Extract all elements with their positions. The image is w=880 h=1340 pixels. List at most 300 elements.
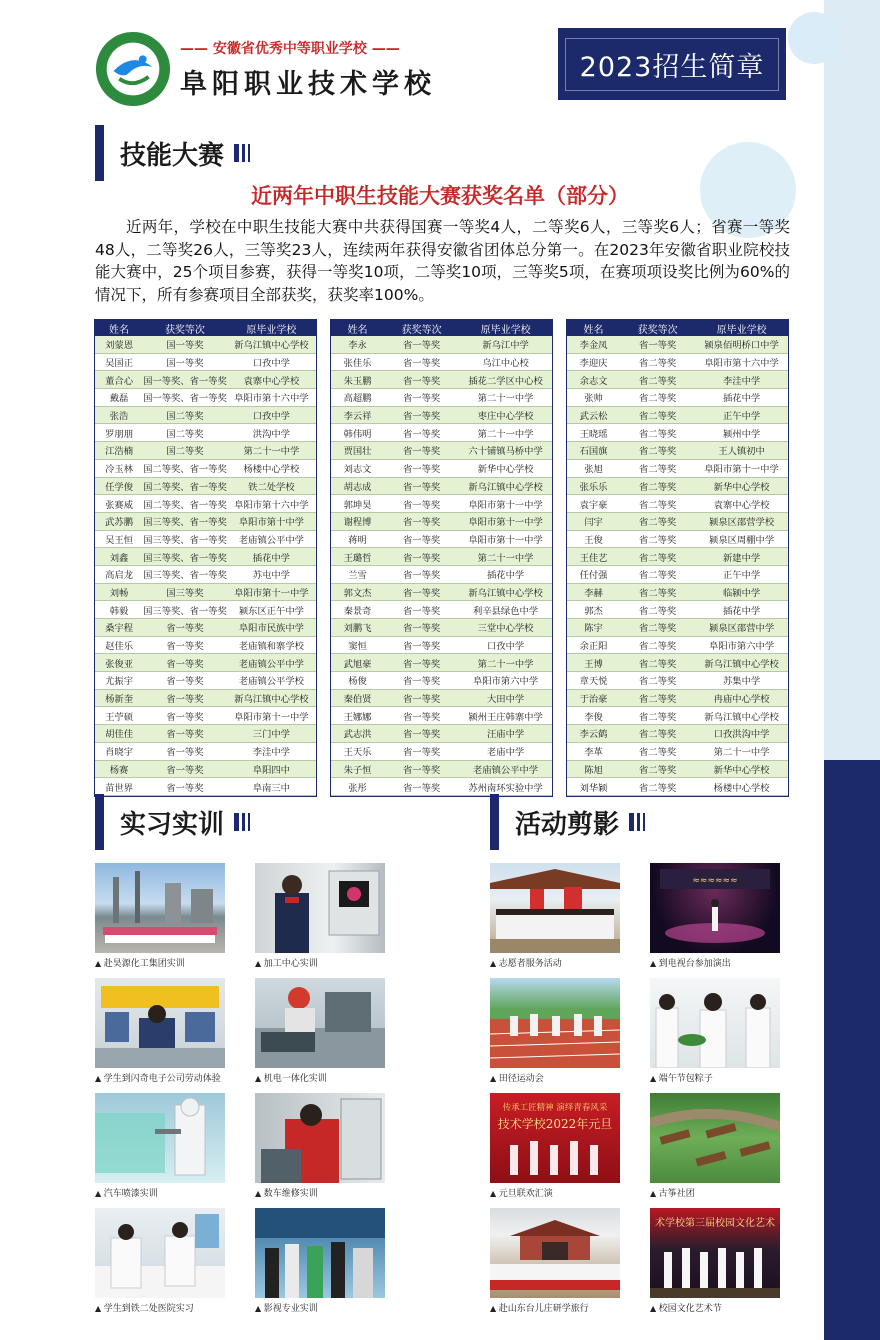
award-level: 省一等奖: [384, 424, 459, 442]
former-school: 颍泉区邵营中学: [695, 619, 788, 637]
former-school: 老庙镇公平学校: [227, 672, 316, 690]
column-header: 原毕业学校: [459, 320, 552, 336]
winner-name: 王博: [567, 654, 620, 672]
table-row: [95, 654, 316, 672]
winner-name: 朱玉鹏: [331, 371, 384, 389]
table-row: [95, 459, 316, 477]
caption-spray-painting: ▲ 汽车喷漆实训: [95, 1186, 158, 1199]
former-school: 老庙镇和寨学校: [227, 636, 316, 654]
award-level: 省二等奖: [620, 406, 695, 424]
school-logo: [94, 30, 172, 108]
photo-hospital: [95, 1208, 225, 1298]
award-level: 省一等奖: [384, 742, 459, 760]
photo-spray-painting: [95, 1093, 225, 1183]
table-row: [331, 760, 552, 778]
former-school: 苏屯中学: [227, 565, 316, 583]
award-level: 省二等奖: [620, 565, 695, 583]
award-level: 省一等奖: [384, 530, 459, 548]
photo-mechatronics-lab: [255, 978, 385, 1068]
table-row: [331, 565, 552, 583]
award-level: 省一等奖: [384, 389, 459, 407]
caption-art-festival: ▲ 校园文化艺术节: [650, 1301, 722, 1314]
admission-badge: 2023招生简章: [558, 28, 786, 100]
former-school: 阜阳市第十六中学: [695, 353, 788, 371]
table-row: [95, 336, 316, 353]
former-school: 正午中学: [695, 406, 788, 424]
award-level: 省二等奖: [620, 583, 695, 601]
table-row: [331, 672, 552, 690]
winner-name: 张乐乐: [567, 477, 620, 495]
award-level: 国二等奖: [143, 424, 227, 442]
caption-machining-center: ▲ 加工中心实训: [255, 956, 318, 969]
table-row: [567, 424, 788, 442]
winner-name: 刘华颖: [567, 778, 620, 796]
former-school: 老庙镇公平中学: [227, 654, 316, 672]
former-school: 阜阳市第十一中学: [695, 459, 788, 477]
winner-name: 尤振宇: [95, 672, 143, 690]
winner-name: 余志文: [567, 371, 620, 389]
award-level: 省二等奖: [620, 353, 695, 371]
former-school: 阜阳市第十中学: [227, 512, 316, 530]
table-row: [331, 707, 552, 725]
former-school: 临颍中学: [695, 583, 788, 601]
winner-name: 章天悦: [567, 672, 620, 690]
former-school: 阜阳市第六中学: [459, 672, 552, 690]
award-level: 省一等奖: [384, 565, 459, 583]
former-school: 插花中学: [459, 565, 552, 583]
winner-name: 李迎庆: [567, 353, 620, 371]
award-level: 省二等奖: [620, 389, 695, 407]
table-row: [567, 459, 788, 477]
award-level: 省二等奖: [620, 742, 695, 760]
award-level: 省二等奖: [620, 477, 695, 495]
winner-name: 张赛威: [95, 495, 143, 513]
former-school: 阜阳市第十六中学: [227, 389, 316, 407]
table-row: [331, 619, 552, 637]
winner-name: 李云鹤: [567, 725, 620, 743]
winner-name: 韩伟明: [331, 424, 384, 442]
winner-name: 杨俊: [331, 672, 384, 690]
caption-volunteers: ▲ 志愿者服务活动: [490, 956, 562, 969]
award-level: 省二等奖: [620, 636, 695, 654]
award-level: 省二等奖: [620, 495, 695, 513]
winner-name: 杨赛: [95, 760, 143, 778]
award-level: 国一等奖、省一等奖: [143, 371, 227, 389]
winner-name: 江浩楠: [95, 442, 143, 460]
former-school: 阜阳市第十一中学: [227, 707, 316, 725]
winner-name: 张帅: [567, 389, 620, 407]
table-row: [95, 353, 316, 371]
winner-name: 王苧硕: [95, 707, 143, 725]
award-level: 省一等奖: [384, 477, 459, 495]
table-row: [331, 689, 552, 707]
winner-name: 于治豪: [567, 689, 620, 707]
winner-name: 武苏鹏: [95, 512, 143, 530]
former-school: 正午中学: [695, 565, 788, 583]
former-school: 插花二学区中心校: [459, 371, 552, 389]
winner-name: 罗朋朋: [95, 424, 143, 442]
winner-name: 贾国壮: [331, 442, 384, 460]
former-school: 李洼中学: [695, 371, 788, 389]
award-level: 省二等奖: [620, 707, 695, 725]
winner-name: 武旭豪: [331, 654, 384, 672]
table-row: [331, 371, 552, 389]
gala-banner-line1: 传承工匠精神 演绎青春风采: [502, 1103, 608, 1113]
table-row: [567, 565, 788, 583]
winner-name: 肖晓宇: [95, 742, 143, 760]
winner-name: 王天乐: [331, 742, 384, 760]
former-school: 颍州王庄韩寨中学: [459, 707, 552, 725]
table-row: [567, 389, 788, 407]
table-row: [331, 742, 552, 760]
table-row: [95, 424, 316, 442]
skills-intro-paragraph: 近两年，学校在中职生技能大赛中共获得国赛一等奖4人，二等奖6人，三等奖6人；省赛一等奖48人，二等奖26人，三等奖23人，连续两年获得安徽省团体总分第一。在2023年安徽省职业院校技能大赛中，25个项目参赛，获得一等奖10项，二等奖10项，三等奖5项，在赛项项设奖比例为60%的情况下，所有参赛项目全部获奖，获奖率100%。: [95, 218, 790, 304]
winner-name: 李革: [567, 742, 620, 760]
award-level: 省一等奖: [384, 353, 459, 371]
award-level: 省一等奖: [143, 636, 227, 654]
award-level: 省二等奖: [620, 371, 695, 389]
award-level: 省二等奖: [620, 760, 695, 778]
caption-chemical-plant: ▲ 赴昊源化工集团实训: [95, 956, 185, 969]
former-school: 李洼中学: [227, 742, 316, 760]
former-school: 颍泉区周棚中学: [695, 530, 788, 548]
winner-name: 陈宇: [567, 619, 620, 637]
winner-name: 李赫: [567, 583, 620, 601]
former-school: 第二十一中学: [227, 442, 316, 460]
award-level: 省一等奖: [143, 689, 227, 707]
table-row: [567, 512, 788, 530]
table-row: [567, 530, 788, 548]
former-school: 大田中学: [459, 689, 552, 707]
former-school: 口孜中学: [459, 636, 552, 654]
winner-name: 王俊: [567, 530, 620, 548]
winner-name: 苗世界: [95, 778, 143, 796]
award-level: 国三等奖、省一等奖: [143, 548, 227, 566]
table-row: [331, 512, 552, 530]
former-school: 三堂中心学校: [459, 619, 552, 637]
award-level: 国二等奖、省一等奖: [143, 495, 227, 513]
former-school: 新华中心学校: [695, 760, 788, 778]
table-row: [331, 778, 552, 796]
table-row: [331, 459, 552, 477]
internship-section-heading: 实习实训: [95, 794, 250, 850]
award-level: 省一等奖: [384, 371, 459, 389]
winner-name: 李俊: [567, 707, 620, 725]
award-level: 省二等奖: [620, 654, 695, 672]
winner-name: 刘鹏飞: [331, 619, 384, 637]
winner-name: 胡志成: [331, 477, 384, 495]
winner-name: 张旭: [567, 459, 620, 477]
photo-tv-stage: [650, 863, 780, 953]
award-level: 省一等奖: [384, 336, 459, 353]
award-level: 国二等奖、省一等奖: [143, 459, 227, 477]
winner-name: 秦景奇: [331, 601, 384, 619]
table-row: [331, 442, 552, 460]
former-school: 颍东区正午中学: [227, 601, 316, 619]
table-row: [331, 424, 552, 442]
winner-name: 王娜娜: [331, 707, 384, 725]
award-level: 省二等奖: [620, 619, 695, 637]
former-school: 阜阳市第十一中学: [459, 495, 552, 513]
table-row: [567, 353, 788, 371]
award-level: 省一等奖: [384, 619, 459, 637]
winner-name: 余正阳: [567, 636, 620, 654]
table-row: [331, 406, 552, 424]
photo-art-festival: [650, 1208, 780, 1298]
table-row: [95, 495, 316, 513]
award-level: 省一等奖: [384, 459, 459, 477]
award-level: 国三等奖: [143, 583, 227, 601]
winner-name: 石国旗: [567, 442, 620, 460]
table-row: [95, 619, 316, 637]
table-row: [95, 689, 316, 707]
winner-name: 李云祥: [331, 406, 384, 424]
winner-name: 王佳艺: [567, 548, 620, 566]
winner-name: 杨新奎: [95, 689, 143, 707]
table-row: [331, 389, 552, 407]
column-header: 姓名: [95, 320, 143, 336]
caption-electronics-factory: ▲ 学生到闪奇电子公司劳动体验: [95, 1071, 221, 1084]
table-row: [95, 389, 316, 407]
table-row: [567, 760, 788, 778]
former-school: 第二十一中学: [459, 424, 552, 442]
award-level: 省一等奖: [384, 495, 459, 513]
art-festival-banner: 术学校第三届校园文化艺术: [655, 1218, 775, 1229]
award-level: 省一等奖: [384, 778, 459, 796]
svg-text:≈≈≈≈≈≈: ≈≈≈≈≈≈: [692, 876, 738, 886]
award-level: 省二等奖: [620, 778, 695, 796]
photo-machining-center: [255, 863, 385, 953]
table-row: [567, 707, 788, 725]
photo-track-meet: [490, 978, 620, 1068]
photo-guzheng-club: [650, 1093, 780, 1183]
photo-cnc-repair: [255, 1093, 385, 1183]
winner-name: 陈旭: [567, 760, 620, 778]
table-row: [567, 778, 788, 796]
table-row: [567, 725, 788, 743]
winner-name: 王璐哲: [331, 548, 384, 566]
winner-name: 王晓瑶: [567, 424, 620, 442]
award-level: 省一等奖: [384, 707, 459, 725]
winner-name: 朱子恒: [331, 760, 384, 778]
former-school: 王人镇初中: [695, 442, 788, 460]
winner-name: 任付强: [567, 565, 620, 583]
award-level: 省二等奖: [620, 442, 695, 460]
table-row: [331, 636, 552, 654]
award-level: 省一等奖: [143, 654, 227, 672]
former-school: 汪庙中学: [459, 725, 552, 743]
award-level: 省一等奖: [384, 725, 459, 743]
award-level: 省二等奖: [620, 725, 695, 743]
column-header: 姓名: [567, 320, 620, 336]
table-row: [567, 406, 788, 424]
table-row: [95, 530, 316, 548]
table-header-row: [95, 320, 316, 336]
award-level: 省一等奖: [384, 548, 459, 566]
winner-name: 李金凤: [567, 336, 620, 353]
former-school: 阜阳市第十一中学: [459, 512, 552, 530]
former-school: 新华中心学校: [695, 477, 788, 495]
winner-name: 郭杰: [567, 601, 620, 619]
former-school: 插花中学: [695, 601, 788, 619]
column-header: 获奖等次: [384, 320, 459, 336]
former-school: 第二十一中学: [459, 389, 552, 407]
former-school: 口孜洪沟中学: [695, 725, 788, 743]
table-row: [95, 760, 316, 778]
table-row: [331, 495, 552, 513]
former-school: 苏集中学: [695, 672, 788, 690]
right-decor-strip-dark: [824, 760, 880, 1340]
award-level: 省一等奖: [143, 778, 227, 796]
former-school: 六十铺镇马桥中学: [459, 442, 552, 460]
award-level: 省一等奖: [620, 336, 695, 353]
table-row: [331, 548, 552, 566]
former-school: 新乌江中学: [459, 336, 552, 353]
table-row: [567, 601, 788, 619]
winner-name: 张佳乐: [331, 353, 384, 371]
former-school: 乌江中心校: [459, 353, 552, 371]
award-level: 国一等奖、省一等奖: [143, 389, 227, 407]
former-school: 枣庄中心学校: [459, 406, 552, 424]
table-row: [567, 636, 788, 654]
award-level: 省一等奖: [384, 636, 459, 654]
award-level: 省二等奖: [620, 601, 695, 619]
column-header: 获奖等次: [620, 320, 695, 336]
caption-mechatronics-lab: ▲ 机电一体化实训: [255, 1071, 327, 1084]
table-row: [567, 336, 788, 353]
winner-name: 董合心: [95, 371, 143, 389]
award-level: 省二等奖: [620, 530, 695, 548]
table-row: [331, 477, 552, 495]
former-school: 第二十一中学: [459, 548, 552, 566]
winner-name: 蒋明: [331, 530, 384, 548]
winner-name: 赵佳乐: [95, 636, 143, 654]
former-school: 冉庙中心学校: [695, 689, 788, 707]
table-row: [95, 672, 316, 690]
former-school: 插花中学: [695, 389, 788, 407]
award-level: 省一等奖: [384, 512, 459, 530]
award-level: 国二等奖: [143, 406, 227, 424]
award-level: 省一等奖: [143, 742, 227, 760]
winner-name: 窦恒: [331, 636, 384, 654]
winner-name: 刘畅: [95, 583, 143, 601]
photo-electronics-factory: [95, 978, 225, 1068]
award-level: 国三等奖、省一等奖: [143, 601, 227, 619]
former-school: 铁二处学校: [227, 477, 316, 495]
table-row: [331, 336, 552, 353]
former-school: 新建中学: [695, 548, 788, 566]
award-level: 国三等奖、省一等奖: [143, 565, 227, 583]
award-level: 省二等奖: [620, 689, 695, 707]
former-school: 阜南三中: [227, 778, 316, 796]
award-level: 省二等奖: [620, 672, 695, 690]
table-row: [567, 583, 788, 601]
table-row: [567, 495, 788, 513]
award-level: 省一等奖: [384, 583, 459, 601]
winner-name: 秦伯贤: [331, 689, 384, 707]
award-level: 省一等奖: [384, 442, 459, 460]
award-level: 国二等奖、省一等奖: [143, 477, 227, 495]
former-school: 阜阳市第十一中学: [227, 583, 316, 601]
former-school: 阜阳市民族中学: [227, 619, 316, 637]
caption-film-studio: ▲ 影视专业实训: [255, 1301, 318, 1314]
table-row: [95, 583, 316, 601]
former-school: 袁寨中心学校: [227, 371, 316, 389]
award-list-title: 近两年中职生技能大赛获奖名单（部分）: [251, 184, 629, 208]
table-row: [567, 442, 788, 460]
award-table-3: [567, 320, 788, 796]
winner-name: 吴王恒: [95, 530, 143, 548]
table-row: [331, 725, 552, 743]
caption-cnc-repair: ▲ 数车维修实训: [255, 1186, 318, 1199]
winner-name: 冷玉林: [95, 459, 143, 477]
winner-name: 刘志文: [331, 459, 384, 477]
former-school: 第二十一中学: [459, 654, 552, 672]
table-row: [331, 654, 552, 672]
table-row: [331, 530, 552, 548]
table-row: [567, 689, 788, 707]
winner-name: 高启龙: [95, 565, 143, 583]
winner-name: 任学俊: [95, 477, 143, 495]
winner-name: 武志洪: [331, 725, 384, 743]
winner-name: 武云松: [567, 406, 620, 424]
table-row: [95, 442, 316, 460]
former-school: 利辛县绿色中学: [459, 601, 552, 619]
caption-new-year-gala: ▲ 元旦联欢汇演: [490, 1186, 553, 1199]
table-row: [567, 477, 788, 495]
winner-name: 李永: [331, 336, 384, 353]
award-level: 国一等奖: [143, 353, 227, 371]
table-row: [95, 565, 316, 583]
winner-name: 袁宇豪: [567, 495, 620, 513]
photo-chemical-plant: [95, 863, 225, 953]
winner-name: 高超鹏: [331, 389, 384, 407]
winner-name: 戴磊: [95, 389, 143, 407]
award-level: 省一等奖: [384, 406, 459, 424]
winner-name: 张浩: [95, 406, 143, 424]
photo-new-year-gala: [490, 1093, 620, 1183]
table-row: [95, 512, 316, 530]
winner-name: 刘鑫: [95, 548, 143, 566]
winner-name: 胡佳佳: [95, 725, 143, 743]
table-row: [95, 601, 316, 619]
former-school: 杨楼中心学校: [695, 778, 788, 796]
winner-name: 兰雪: [331, 565, 384, 583]
former-school: 三门中学: [227, 725, 316, 743]
award-level: 省一等奖: [384, 654, 459, 672]
table-row: [95, 778, 316, 796]
table-row: [95, 707, 316, 725]
table-row: [567, 742, 788, 760]
table-header-row: [567, 320, 788, 336]
column-header: 原毕业学校: [695, 320, 788, 336]
award-level: 国三等奖、省一等奖: [143, 512, 227, 530]
table-row: [567, 371, 788, 389]
table-row: [95, 742, 316, 760]
winner-name: 刘蒙恩: [95, 336, 143, 353]
caption-dragon-boat: ▲ 端午节包粽子: [650, 1071, 713, 1084]
former-school: 新乌江镇中心学校: [227, 689, 316, 707]
award-level: 国二等奖: [143, 442, 227, 460]
former-school: 阜阳四中: [227, 760, 316, 778]
school-name: 阜阳职业技术学校: [180, 69, 436, 100]
award-table-2: [331, 320, 552, 796]
skills-section-heading: 技能大赛: [95, 125, 250, 181]
table-row: [567, 672, 788, 690]
award-level: 国一等奖: [143, 336, 227, 353]
photo-film-studio: [255, 1208, 385, 1298]
former-school: 阜阳市第六中学: [695, 636, 788, 654]
